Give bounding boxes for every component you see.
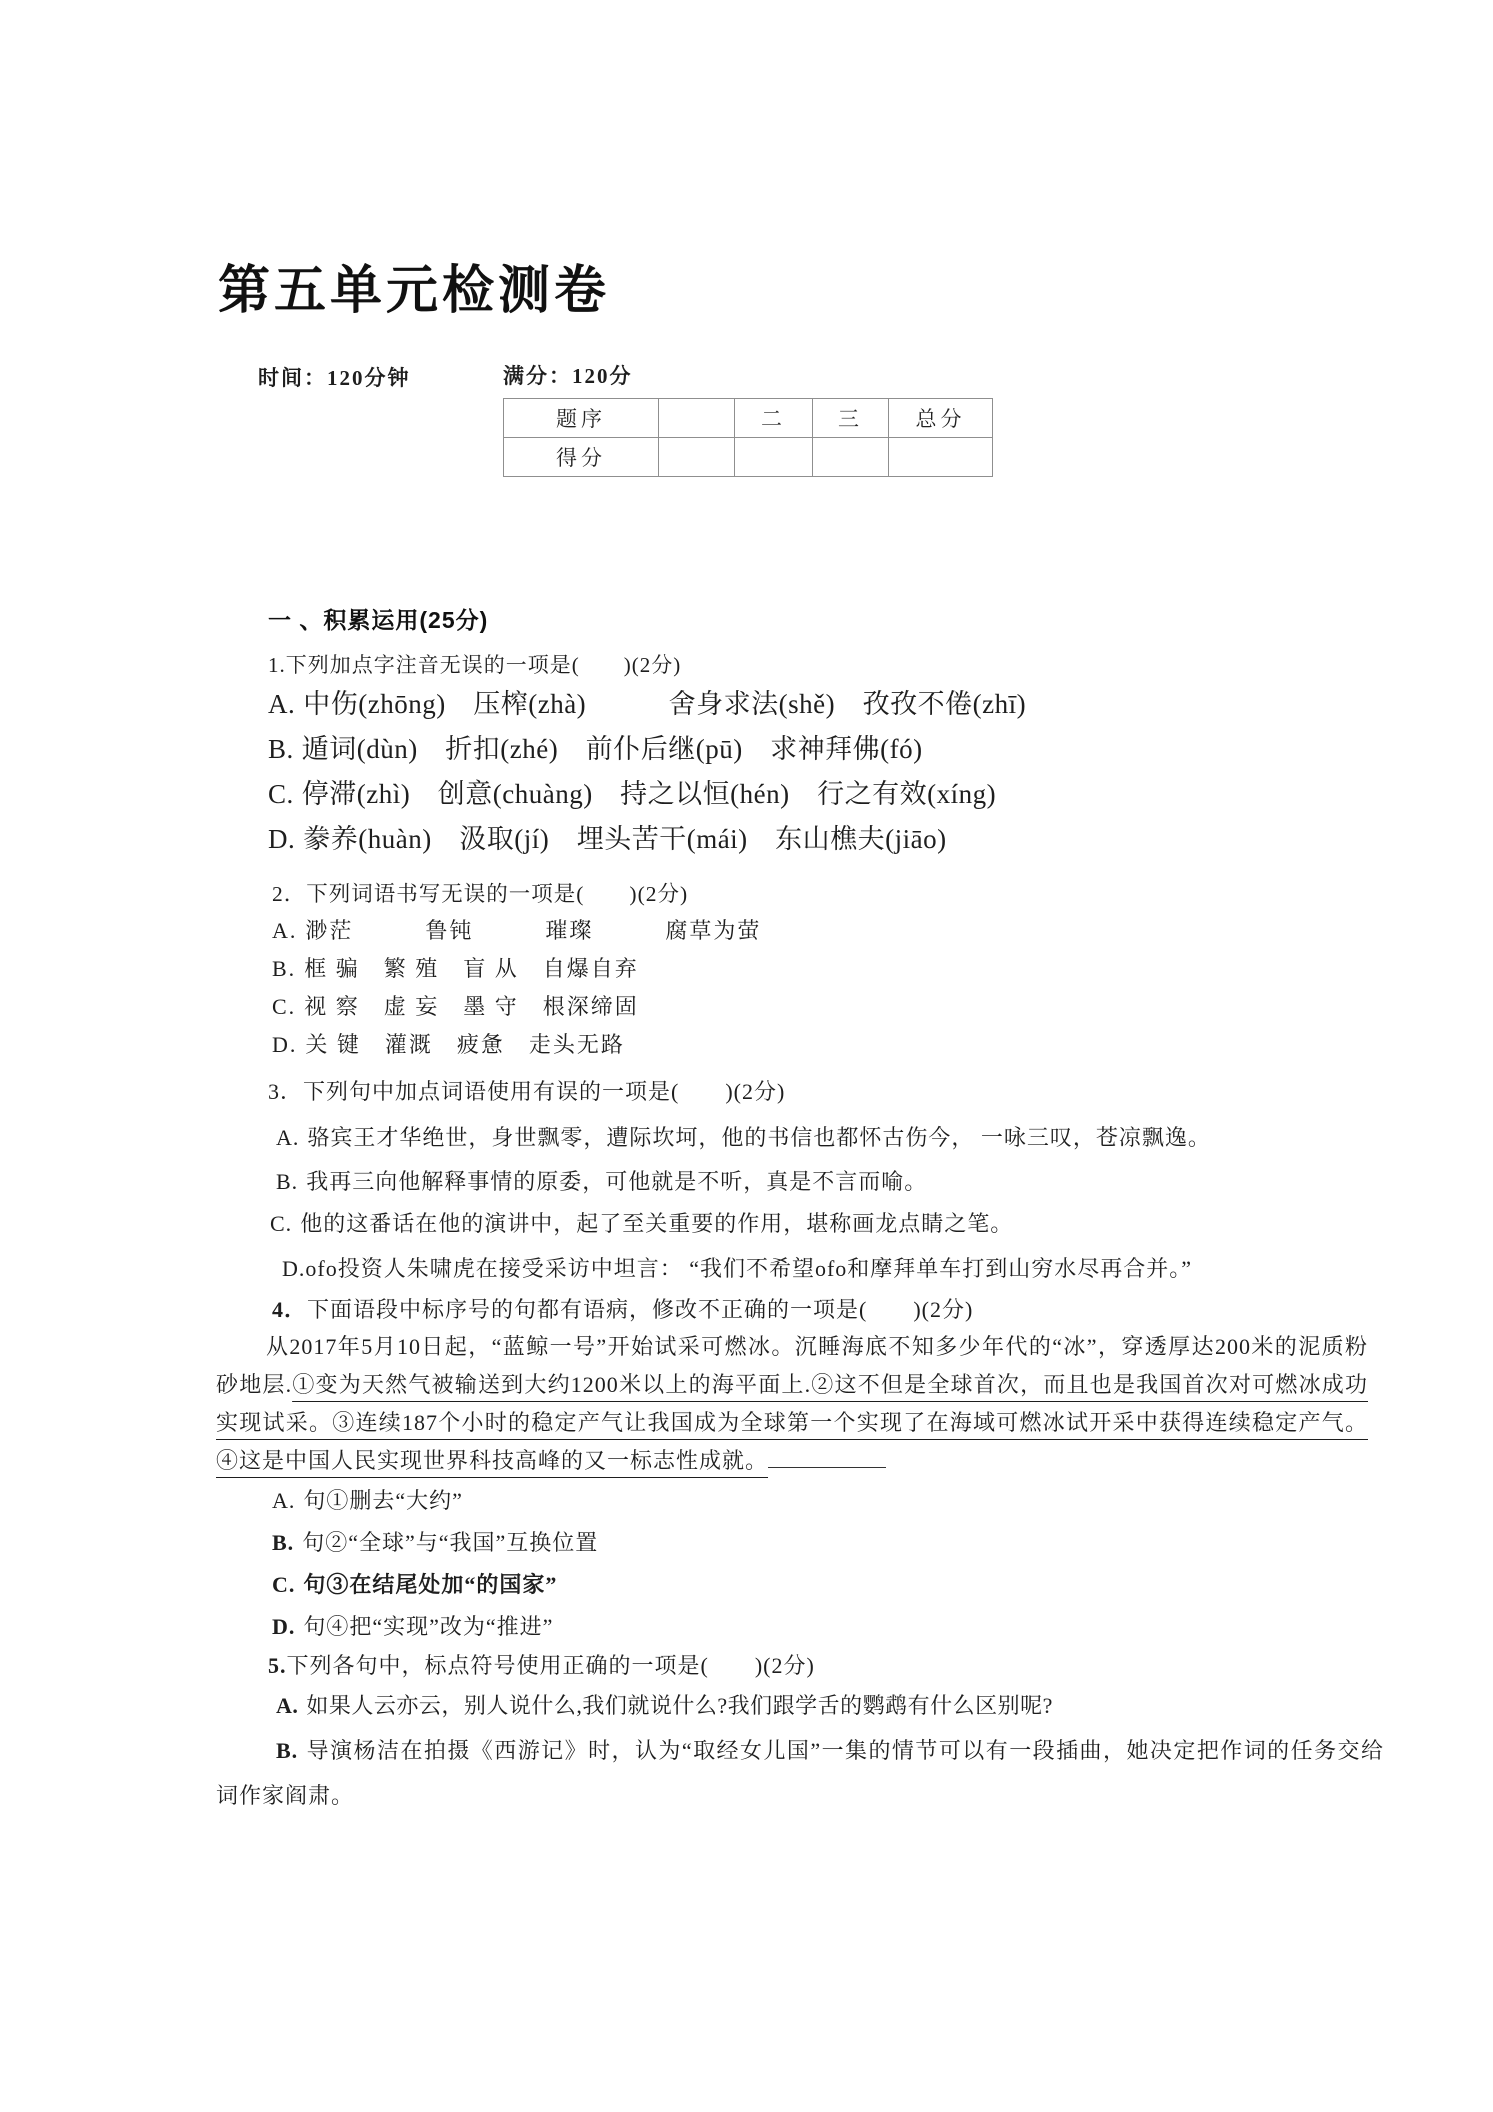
answer-blank-line: [768, 1463, 886, 1468]
question-text: 下列各句中，标点符号使用正确的一项是( )(2分): [286, 1653, 815, 1678]
question-1-stem: 1.下列加点字注音无误的一项是( )(2分): [268, 653, 682, 677]
option-label: B.: [272, 956, 297, 981]
table-cell-section-1: [659, 399, 735, 438]
option-text: 句①删去“大约”: [303, 1488, 463, 1513]
table-cell-section-3: 三: [813, 399, 889, 438]
table-cell-total: 总分: [889, 399, 993, 438]
option-label: C.: [268, 779, 294, 809]
question-4-option-c: [272, 1564, 1493, 1606]
question-number: 5.: [268, 1653, 287, 1678]
option-text: 遁词(dùn) 折扣(zhé) 前仆后继(pū) 求神拜佛(fó): [301, 734, 923, 764]
question-1-option-d: [268, 817, 1493, 862]
option-text: 句②“全球”与“我国”互换位置: [302, 1530, 599, 1555]
question-5-stem: [268, 1648, 1493, 1684]
question-4-passage: [216, 1328, 1368, 1480]
question-text: 下列词语书写无误的一项是( )(2分): [306, 882, 689, 906]
question-2-stem: [272, 876, 1493, 912]
question-3-option-b: [276, 1161, 1493, 1203]
question-2-option-d: [272, 1026, 1493, 1064]
question-number: 4．: [272, 1297, 308, 1322]
option-label: A.: [276, 1125, 300, 1150]
question-number: 2．: [272, 882, 307, 906]
option-label: B.: [276, 1738, 299, 1763]
question-text: 下列句中加点词语使用有误的一项是( )(2分): [303, 1079, 786, 1104]
option-text: 导演杨洁在拍摄《西游记》时，认为“取经女儿国”一集的情节可以有一段插曲，她决定把作词的任务交给词作家阎肃。: [216, 1738, 1384, 1808]
question-3-stem: [268, 1074, 1493, 1110]
option-text: 他的这番话在他的演讲中，起了至关重要的作用，堪称画龙点睛之笔。: [300, 1211, 1014, 1236]
question-2-option-c: [272, 988, 1493, 1026]
time-label: 时间：120分钟: [258, 366, 411, 390]
option-label: B.: [268, 734, 294, 764]
question-3-option-a: [216, 1114, 1384, 1161]
section-heading: 一 、积累运用(25分): [268, 607, 489, 633]
option-label: B.: [276, 1169, 299, 1194]
exam-body: [0, 478, 1493, 1818]
table-cell-score-2: [735, 438, 813, 477]
table-cell-question-order: 题序: [504, 399, 659, 438]
table-cell-score-3: [813, 438, 889, 477]
question-2-option-b: [272, 950, 1493, 988]
option-text: 视 察 虚 妄 墨 守 根深缔固: [304, 994, 639, 1019]
table-cell-score-total: [889, 438, 993, 477]
question-4-option-a: [272, 1480, 1493, 1522]
option-text: 关 键 灌溉 疲惫 走头无路: [305, 1032, 625, 1057]
question-1-option-c: [268, 772, 1493, 817]
question-2-option-a: [272, 912, 1493, 950]
table-cell-score-1: [659, 438, 735, 477]
option-label: D.: [272, 1032, 298, 1057]
score-table: [503, 398, 993, 477]
option-label: A.: [276, 1693, 299, 1718]
option-label: A.: [272, 1488, 296, 1513]
question-4-stem: [272, 1292, 1493, 1328]
option-text: 句④把“实现”改为“推进”: [303, 1614, 554, 1639]
question-5-option-b: [216, 1728, 1384, 1818]
option-label: A.: [272, 918, 298, 943]
passage-underlined-text: ①变为天然气被输送到大约1200米以上的海平面上.②这不但是全球首次，而且也是我国首次对可燃冰成功实现试采。③连续187个小时的稳定产气让我国成为全球第一个实现了在海域可燃冰试开采中获得连续稳定产气。④这是中国人民实现世界科技高峰的又一标志性成就。: [216, 1372, 1368, 1473]
question-4-option-d: [272, 1606, 1493, 1648]
option-text: ofo投资人朱啸虎在接受采访中坦言： “我们不希望ofo和摩拜单车打到山穷水尽再合并。”: [305, 1256, 1193, 1281]
page-title: 第五单元检测卷: [218, 263, 611, 320]
question-4-option-b: [272, 1522, 1493, 1564]
option-text: 渺茫 鲁钝 璀璨 腐草为萤: [305, 918, 762, 943]
option-text: 我再三向他解释事情的原委，可他就是不听，真是不言而喻。: [306, 1169, 928, 1194]
option-text: 如果人云亦云，别人说什么,我们就说什么?我们跟学舌的鹦鹉有什么区别呢?: [306, 1693, 1053, 1718]
question-3-option-c: [270, 1203, 1493, 1245]
option-text: 停滞(zhì) 创意(chuàng) 持之以恒(hén) 行之有效(xíng): [301, 779, 997, 809]
table-cell-score-label: 得分: [504, 438, 659, 477]
option-label: D.: [272, 1614, 296, 1639]
option-label: C.: [272, 1572, 296, 1597]
option-text: 句③在结尾处加“的国家”: [303, 1572, 558, 1597]
question-text: 下面语段中标序号的句都有语病，修改不正确的一项是( )(2分): [307, 1297, 974, 1322]
question-1-option-b: [268, 727, 1493, 772]
question-number: 3．: [268, 1079, 304, 1104]
option-text: 豢养(huàn) 汲取(jí) 埋头苦干(mái) 东山樵夫(jiāo): [303, 824, 947, 854]
table-row: [504, 399, 993, 438]
option-label: A.: [268, 689, 296, 719]
option-label: C.: [272, 994, 297, 1019]
option-label: D.: [282, 1256, 306, 1281]
question-5-option-a: [276, 1684, 1493, 1728]
table-cell-section-2: 二: [735, 399, 813, 438]
option-text: 骆宾王才华绝世，身世飘零，遭际坎坷，他的书信也都怀古伤今， 一咏三叹，苍凉飘逸。: [307, 1125, 1211, 1150]
option-label: C.: [270, 1211, 293, 1236]
option-text: 框 骗 繁 殖 盲 从 自爆自弃: [304, 956, 639, 981]
option-text: 中伤(zhōng) 压榨(zhà) 舍身求法(shě) 孜孜不倦(zhī): [303, 689, 1027, 719]
full-score-label: 满分：120分: [503, 364, 633, 388]
question-3-option-d: [216, 1245, 1388, 1292]
question-1-option-a: [268, 682, 1493, 727]
table-row: [504, 438, 993, 477]
passage-plain-text: 从2017年5月10日起，“蓝鲸一号”开始试采可燃冰。沉睡海底不知多少年代的“冰”，穿透厚达200米的泥质粉砂地层.: [216, 1334, 1368, 1397]
option-label: B.: [272, 1530, 295, 1555]
option-label: D.: [268, 824, 296, 854]
